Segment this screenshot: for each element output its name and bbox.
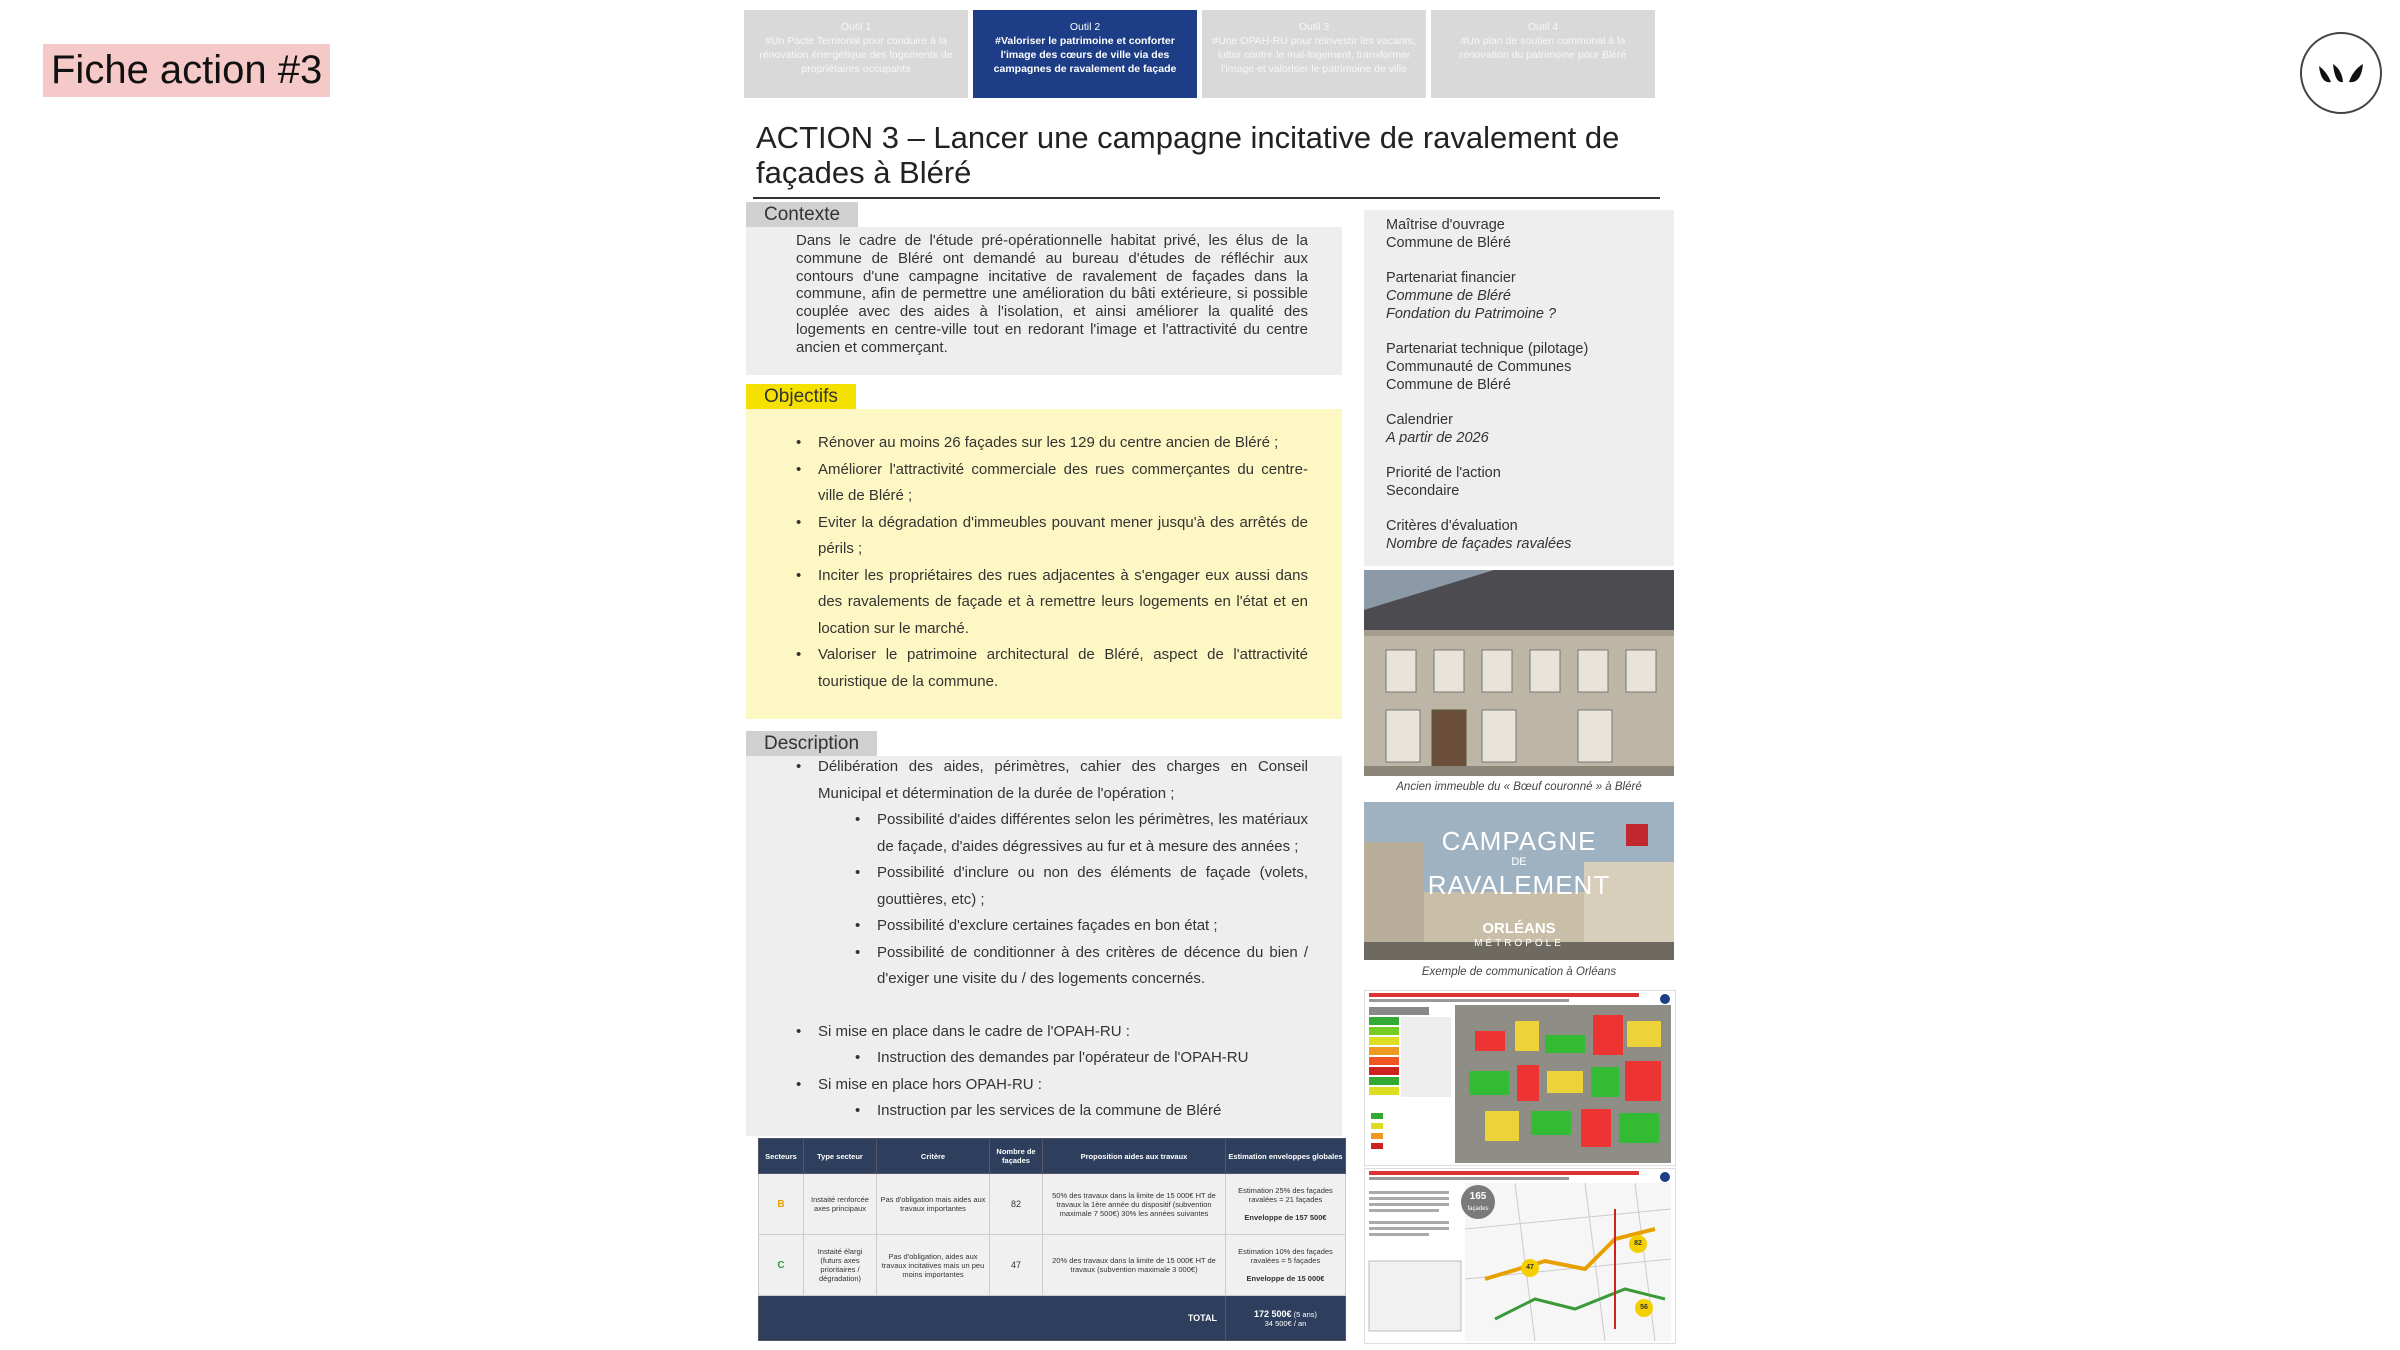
description-subitem: • Instruction des demandes par l'opérateur de l'OPAH-RU bbox=[877, 1045, 1308, 1072]
badge-number: 165 bbox=[1469, 1191, 1487, 1202]
sector-marker: 47 bbox=[1521, 1259, 1539, 1277]
partenariat-technique bbox=[1386, 340, 1666, 394]
table-header: Proposition aides aux travaux bbox=[1043, 1139, 1226, 1174]
sector-marker: 82 bbox=[1629, 1235, 1647, 1253]
calendrier bbox=[1386, 411, 1666, 447]
objectifs-list bbox=[818, 430, 1308, 695]
tab-outil-4[interactable] bbox=[1431, 10, 1655, 98]
sector-cell: C bbox=[759, 1235, 804, 1296]
calendrier-value: A partir de 2026 bbox=[1386, 430, 1489, 446]
objectifs-label: Objectifs bbox=[746, 384, 856, 409]
tab-outil-1[interactable] bbox=[744, 10, 968, 98]
calendrier-label: Calendrier bbox=[1386, 412, 1453, 428]
table-header: Nombre de façades bbox=[990, 1139, 1043, 1174]
description-list bbox=[818, 754, 1308, 807]
tab-label: Outil 1 bbox=[840, 21, 872, 33]
objectif-item: • Améliorer l'attractivité commerciale des rues commerçantes du centre-ville de Bléré ; bbox=[818, 457, 1308, 510]
proposition-cell: 20% des travaux dans la limite de 15 000€ HT de travaux (subvention maximale 3 000€) bbox=[1043, 1235, 1226, 1296]
tab-text: #Valoriser le patrimoine et conforter l'image des cœurs de ville via des campagnes de ravalement de façade bbox=[993, 35, 1177, 75]
partenariat-financier-label: Partenariat financier bbox=[1386, 270, 1516, 286]
description-subitem: • Possibilité d'aides différentes selon les périmètres, les matériaux de façade, d'aides dégressives au fur et à mesure des années ; bbox=[877, 807, 1308, 860]
description-sublist-opah bbox=[877, 1045, 1308, 1072]
campaign-title-line1: CAMPAGNE bbox=[1441, 826, 1597, 856]
perimeter-map-thumbnail bbox=[1364, 1168, 1676, 1344]
description-subitem: • Possibilité de conditionner à des critères de décence du bien / d'exiger une visite du / des logements concernés. bbox=[877, 940, 1308, 993]
partenariat-financier bbox=[1386, 269, 1666, 323]
table-header-row bbox=[759, 1139, 1346, 1174]
campaign-image bbox=[1364, 802, 1674, 960]
total-label: TOTAL bbox=[759, 1296, 1226, 1341]
table-header: Critère bbox=[877, 1139, 990, 1174]
building-photo bbox=[1364, 570, 1674, 776]
tab-outil-2[interactable] bbox=[973, 10, 1197, 98]
maitrise-ouvrage-value: Commune de Bléré bbox=[1386, 235, 1511, 251]
total-note: (5 ans) bbox=[1293, 1309, 1317, 1319]
title-divider bbox=[753, 197, 1660, 199]
priorite bbox=[1386, 464, 1666, 500]
facade-count-badge bbox=[1461, 1185, 1495, 1219]
partenariat-technique-value: Communauté de Communes bbox=[1386, 359, 1572, 375]
type-cell: Instaité renforcée axes principaux bbox=[804, 1174, 877, 1235]
nombre-cell: 47 bbox=[990, 1235, 1043, 1296]
criteres-evaluation-value: Nombre de façades ravalées bbox=[1386, 536, 1572, 552]
critere-cell: Pas d'obligation, aides aux travaux incitatives mais un peu moins importantes bbox=[877, 1235, 990, 1296]
priorite-label: Priorité de l'action bbox=[1386, 465, 1501, 481]
orleans-emblem-icon bbox=[1626, 824, 1648, 846]
side-panel bbox=[1364, 210, 1674, 566]
sector-marker: 56 bbox=[1635, 1299, 1653, 1317]
tab-text: #Un plan de soutien communal à la rénovation du patrimoine pour Bléré bbox=[1459, 35, 1627, 61]
objectif-item: • Eviter la dégradation d'immeubles pouvant mener jusqu'à des arrêtés de périls ; bbox=[818, 510, 1308, 563]
maitrise-ouvrage-label: Maîtrise d'ouvrage bbox=[1386, 217, 1505, 233]
proposition-cell: 50% des travaux dans la limite de 15 000€ HT de travaux la 1ère année du dispositif (subvention maximale 7 500€) 30% les années suivantes bbox=[1043, 1174, 1226, 1235]
priorite-value: Secondaire bbox=[1386, 483, 1460, 499]
partenariat-financier-value: Commune de Bléré bbox=[1386, 288, 1511, 304]
table-total-row bbox=[759, 1296, 1346, 1341]
heatmap-thumbnail bbox=[1364, 990, 1676, 1166]
maitrise-ouvrage bbox=[1386, 216, 1666, 252]
description-list-hors-opah bbox=[818, 1072, 1308, 1099]
nombre-cell: 82 bbox=[990, 1174, 1043, 1235]
estimation-text: Estimation 10% des façades ravalées = 5 façades bbox=[1238, 1247, 1333, 1265]
tab-text: #Un Pacte Territorial pour conduire à la rénovation énergétique des logements de propriétaires occupants bbox=[759, 35, 953, 75]
campaign-city-sub: MÉTROPOLE bbox=[1474, 938, 1564, 949]
table-header: Estimation enveloppes globales bbox=[1226, 1139, 1346, 1174]
description-list-opah bbox=[818, 1019, 1308, 1046]
envelope-text: Enveloppe de 157 500€ bbox=[1244, 1213, 1327, 1222]
critere-cell: Pas d'obligation mais aides aux travaux importantes bbox=[877, 1174, 990, 1235]
slide-title: Fiche action #3 bbox=[43, 44, 330, 97]
partenariat-financier-value: Fondation du Patrimoine ? bbox=[1386, 306, 1557, 322]
aid-table bbox=[758, 1138, 1346, 1341]
table-row bbox=[759, 1235, 1346, 1296]
table-header: Secteurs bbox=[759, 1139, 804, 1174]
photo-caption: Ancien immeuble du « Bœuf couronné » à Bléré bbox=[1396, 781, 1642, 793]
table-row bbox=[759, 1174, 1346, 1235]
tab-label: Outil 3 bbox=[1298, 21, 1330, 33]
description-label: Description bbox=[746, 731, 877, 756]
description-subitem: • Possibilité d'inclure ou non des éléments de façade (volets, gouttières, etc) ; bbox=[877, 860, 1308, 913]
logo-leaves-icon bbox=[2315, 58, 2367, 88]
tab-label: Outil 2 bbox=[1069, 21, 1101, 33]
table-header: Type secteur bbox=[804, 1139, 877, 1174]
tab-outil-3[interactable] bbox=[1202, 10, 1426, 98]
type-cell: Instaité élargi (futurs axes prioritaires / dégradation) bbox=[804, 1235, 877, 1296]
criteres-evaluation-label: Critères d'évaluation bbox=[1386, 518, 1518, 534]
criteres-evaluation bbox=[1386, 517, 1666, 553]
action-title: ACTION 3 – Lancer une campagne incitative de ravalement de façades à Bléré bbox=[756, 120, 1620, 190]
total-value: 172 500€ bbox=[1254, 1308, 1292, 1319]
description-item: • Délibération des aides, périmètres, cahier des charges en Conseil Municipal et détermination de la durée de l'opération ; bbox=[818, 754, 1308, 807]
objectif-item: • Inciter les propriétaires des rues adjacentes à s'engager eux aussi dans des ravalements de façade et à remettre leurs logements en l'état et en location sur le marché. bbox=[818, 563, 1308, 643]
campaign-caption: Exemple de communication à Orléans bbox=[1421, 966, 1617, 978]
objectif-item: • Rénover au moins 26 façades sur les 129 du centre ancien de Bléré ; bbox=[818, 430, 1308, 457]
estimation-cell bbox=[1226, 1174, 1346, 1235]
campaign-title-line3: RAVALEMENT bbox=[1427, 870, 1611, 900]
total-note-annual: 34 500€ / an bbox=[1264, 1318, 1307, 1328]
description-subitem: • Possibilité d'exclure certaines façades en bon état ; bbox=[877, 913, 1308, 940]
tab-label: Outil 4 bbox=[1527, 21, 1559, 33]
partenariat-technique-label: Partenariat technique (pilotage) bbox=[1386, 341, 1589, 357]
campaign-city: ORLÉANS bbox=[1482, 920, 1556, 937]
description-subitem: • Instruction par les services de la commune de Bléré bbox=[877, 1098, 1308, 1125]
brand-logo bbox=[2300, 32, 2382, 114]
description-sublist bbox=[877, 807, 1308, 993]
description-item: • Si mise en place hors OPAH-RU : bbox=[818, 1072, 1308, 1099]
description-item: • Si mise en place dans le cadre de l'OPAH-RU : bbox=[818, 1019, 1308, 1046]
objectif-item: • Valoriser le patrimoine architectural de Bléré, aspect de l'attractivité touristique de la commune. bbox=[818, 642, 1308, 695]
description-sublist-hors-opah bbox=[877, 1098, 1308, 1125]
total-cell bbox=[1226, 1296, 1346, 1341]
envelope-text: Enveloppe de 15 000€ bbox=[1246, 1274, 1325, 1283]
badge-unit: façades bbox=[1467, 1206, 1489, 1212]
partenariat-technique-value: Commune de Bléré bbox=[1386, 377, 1511, 393]
estimation-text: Estimation 25% des façades ravalées = 21 façades bbox=[1238, 1186, 1333, 1204]
contexte-label: Contexte bbox=[746, 202, 858, 227]
tab-text: #Une OPAH-RU pour réinvestir les vacants, lutter contre le mal-logement, transformer l'image et valoriser le patrimoine de ville bbox=[1212, 35, 1416, 75]
campaign-title-line2: DE bbox=[1511, 856, 1527, 868]
sector-cell: B bbox=[759, 1174, 804, 1235]
estimation-cell bbox=[1226, 1235, 1346, 1296]
contexte-text: Dans le cadre de l'étude pré-opérationnelle habitat privé, les élus de la commune de Bléré ont demandé au bureau d'études de réfléchir aux contours d'une campagne incitative de ravalement de façades dans la commune, afin de permettre une amélioration du bâti extérieure, si possible couplée avec des aides à l'isolation, et ainsi améliorer la qualité des logements en centre-ville tout en redorant l'image et l'attractivité du centre ancien et commerçant. bbox=[796, 232, 1308, 356]
